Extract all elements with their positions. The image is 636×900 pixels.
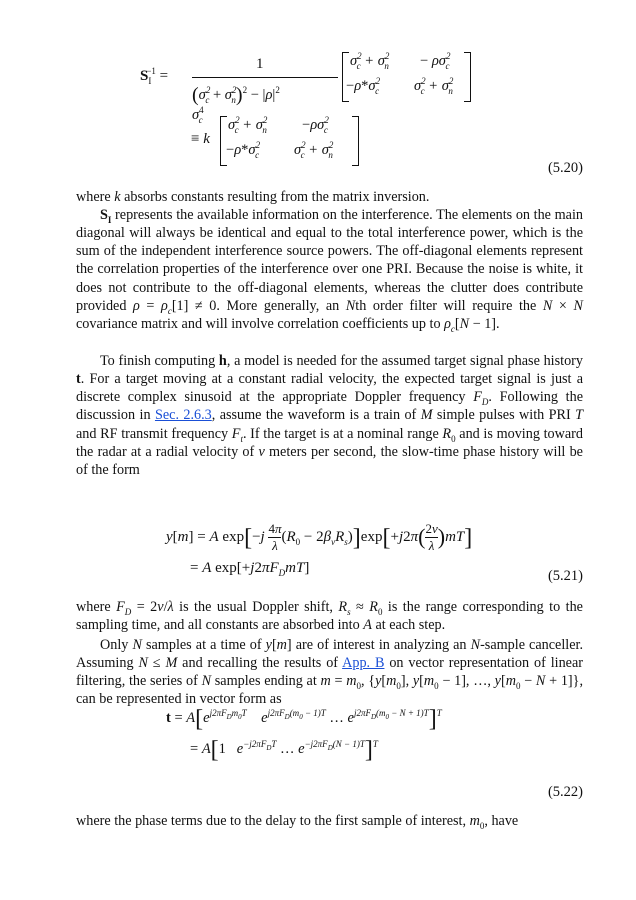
eq521-line1: y[m] = A exp[−j $\frac{4\pi}{\lambda}$ $(R_0 - 2\beta_vR_s)]\exp[+j2\pi$( $\frac{2v}{\lambda}$ )mT] bbox=[166, 521, 473, 553]
text-where-phase-terms: where the phase terms due to the delay to the first sample of interest, $m_0$, have bbox=[76, 813, 519, 831]
eq-equiv-k: ≡ k bbox=[191, 131, 210, 147]
matrix1-a21: $-\rho*\sigma^2_c$ bbox=[346, 76, 381, 96]
text-paragraph-canceller: Only N samples at a time of y[m] are of interest in analyzing an N-sample canceller. Assuming N ≤ M and recalling the results of App. B on vector representation of linear filtering, the series of N samples ending at $m = m_0$, {$y[m_0]$, $y[m_0 - 1]$, …, $y[m_0 - N + 1]$}, can be represented in vector form as bbox=[76, 637, 584, 708]
eq522-line1: $t = A[e^{j2\pi F_Dm_0T}$ $e^{j2\pi F_D(m_0 - 1)T}$ … $e^{j2\pi F_D(m_0 - N + 1)T}]^T$ bbox=[166, 706, 442, 732]
text-where-k: where k absorbs constants resulting from the matrix inversion. bbox=[76, 189, 430, 205]
text-where-fd: where $F_D = 2v/\lambda$ is the usual Doppler shift, $R_s \approx R_0$ is the range corresponding to the sampling time, and all constants are absorbed into A at each step. bbox=[76, 599, 583, 634]
matrix1-a11: $\sigma^2_c + \sigma^2_n$ bbox=[350, 51, 390, 71]
equation-number-5-22: (5.22) bbox=[547, 784, 583, 800]
matrix2-a12: $-\rho\sigma^2_c$ bbox=[302, 115, 329, 135]
fraction-bar bbox=[192, 77, 338, 78]
text-paragraph-target-signal: To finish computing h, a model is needed for the assumed target signal phase history t. For a target moving at a constant radial velocity, the expected target signal is just a discrete complex sinusoid at the appropriate Doppler frequency $F_D$. Following the discussion in Sec. 2.6.3, assume the waveform is a train of M simple pulses with PRI T and RF transmit frequency $F_t$. If the target is at a nominal range $R_0$ and is moving toward the radar at a radial velocity of v meters per second, the slow-time phase history will be of the form bbox=[76, 353, 583, 478]
matrix2-a11: $\sigma^2_c + \sigma^2_n$ bbox=[228, 115, 268, 135]
text-paragraph-interference: $S_I$ represents the available information on the interference. The elements on the main diagonal will always be identical and equal to the total interference power, which is the sum of the independent interference source powers. The off-diagonal elements represent the correlation properties of the interference over one PRI. Because the noise is white, it does not contribute to the off-diagonal elements, whereas the clutter does contribute provided $\rho = \rho_c[1] \ne 0$. More generally, an Nth order filter will require the N × N covariance matrix and will involve correlation coefficients up to $\rho_c[N - 1]$. bbox=[76, 207, 583, 334]
equation-number-5-21: (5.21) bbox=[547, 568, 583, 584]
equation-number-5-20: (5.20) bbox=[547, 160, 583, 176]
matrix1-a22: $\sigma^2_c + \sigma^2_n$ bbox=[414, 76, 454, 96]
eq522-line2: = A[1 $e^{-j2\pi F_DT}$ … $e^{-j2\pi F_D(N - 1)T}]^T$ bbox=[190, 737, 378, 763]
eq521-line2: = A $\exp[+j2\pi F_DmT]$ bbox=[190, 560, 310, 578]
matrix2-a21: $-\rho*\sigma^2_c$ bbox=[226, 140, 261, 160]
eq-lhs: $S_I^{-1}$ = bbox=[140, 66, 169, 86]
eq-fraction-denominator: $(\sigma^2_c + \sigma^2_n)^2 - |\rho|^2$ $\sigma^4_c$ bbox=[192, 84, 280, 125]
matrix1-a12: − $\rho\sigma^2_c$ bbox=[420, 51, 451, 71]
eq-fraction-numerator: 1 bbox=[256, 56, 264, 72]
link-app-b[interactable]: App. B bbox=[342, 655, 385, 672]
matrix2-a22: $\sigma^2_c + \sigma^2_n$ bbox=[294, 140, 334, 160]
link-sec-2-6-3[interactable]: Sec. 2.6.3 bbox=[154, 407, 212, 424]
